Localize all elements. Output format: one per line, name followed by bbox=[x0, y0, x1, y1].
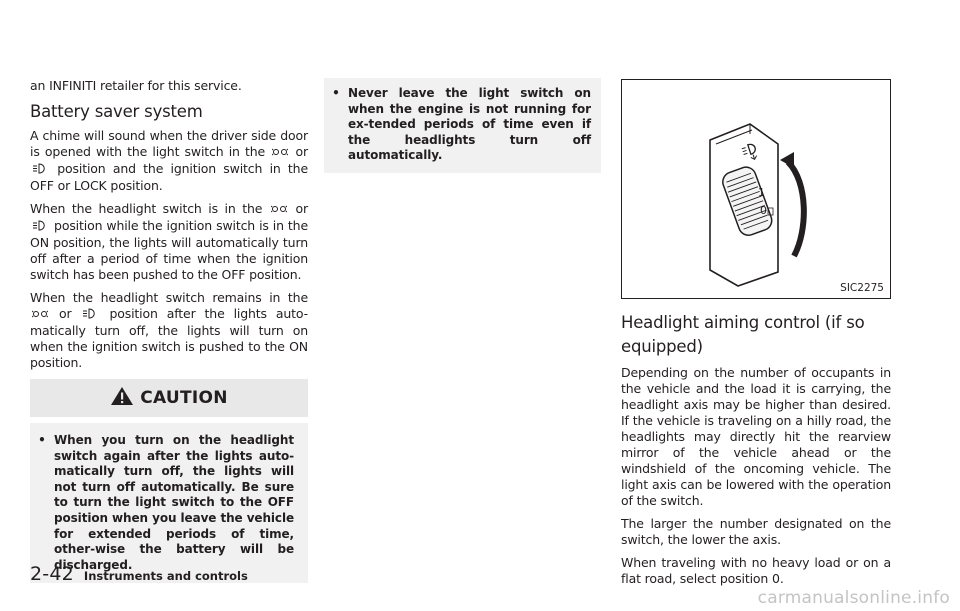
page-number: 2-42 bbox=[30, 563, 74, 585]
parking-lights-icon bbox=[272, 145, 288, 161]
figure-code: SIC2275 bbox=[840, 282, 884, 294]
headlight-aiming-switch-illustration bbox=[622, 80, 890, 298]
watermark-text: carmanualsonline.info bbox=[757, 588, 950, 608]
headlight-icon bbox=[32, 219, 48, 235]
middle-column bbox=[324, 0, 601, 173]
headlight-icon bbox=[32, 162, 48, 178]
headlight-aiming-heading: Headlight aiming control (if so equipped) bbox=[621, 313, 865, 356]
dial-label-1: 1 bbox=[758, 186, 765, 199]
caution-box bbox=[30, 423, 308, 583]
headlight-aiming-figure bbox=[621, 79, 891, 299]
chapter-title: Instruments and controls bbox=[83, 569, 248, 583]
warning-triangle-icon bbox=[110, 386, 134, 410]
caution-bullet: • When you turn on the headlight switch again after the lights auto-matically turn off, the lights will not turn off automatically. Be sure to turn the light switch to the OFF position when you leave the vehicle for extended periods of time, other-wise the battery will be discharged. bbox=[38, 433, 294, 572]
parking-lights-icon bbox=[271, 202, 287, 218]
page-footer bbox=[30, 563, 248, 585]
headlight-aiming-paragraph-2: The larger the number designated on the switch, the lower the axis. bbox=[621, 516, 891, 547]
caution-header bbox=[30, 379, 308, 417]
headlight-aiming-paragraph-1: Depending on the number of occupants in the vehicle and the load it is carrying, the headlight axis may be higher than desired. If the vehicle is traveling on a hilly road, the headlights may directly hit the rearview mirror of the vehicle ahead or the windshield of the oncoming vehicle. The light axis can be lowered with the operation of the switch. bbox=[621, 365, 891, 508]
caution-bullet: • Never leave the light switch on when the engine is not running for ex-tended periods of time even if the headlights turn off automatically. bbox=[332, 86, 591, 163]
headlight-icon bbox=[82, 307, 98, 323]
dial-label-0: 0 bbox=[760, 204, 767, 217]
battery-saver-heading: Battery saver system bbox=[30, 102, 203, 121]
headlight-aiming-paragraph-3: When traveling with no heavy load or on a flat road, select position 0. bbox=[621, 555, 891, 586]
battery-saver-paragraph-2: When the headlight switch is in the or position while the ignition switch is in the ON position, the lights will automatically turn off after a period of time when the ignition switch has been pushed to the OFF position. bbox=[30, 201, 308, 282]
caution-box-continued bbox=[324, 78, 601, 173]
parking-lights-icon bbox=[32, 307, 48, 323]
intro-text: an INFINITI retailer for this service. bbox=[30, 78, 242, 93]
caution-title: CAUTION bbox=[140, 388, 228, 408]
right-column bbox=[621, 0, 891, 594]
left-column bbox=[30, 0, 308, 583]
battery-saver-paragraph-1: A chime will sound when the driver side door is opened with the light switch in the or position and the ignition switch in the OFF or LOCK position. bbox=[30, 128, 308, 193]
battery-saver-paragraph-3: When the headlight switch remains in the or position after the lights auto-matically turn off, the lights will turn on when the ignition switch is pushed to the ON position. bbox=[30, 290, 308, 370]
